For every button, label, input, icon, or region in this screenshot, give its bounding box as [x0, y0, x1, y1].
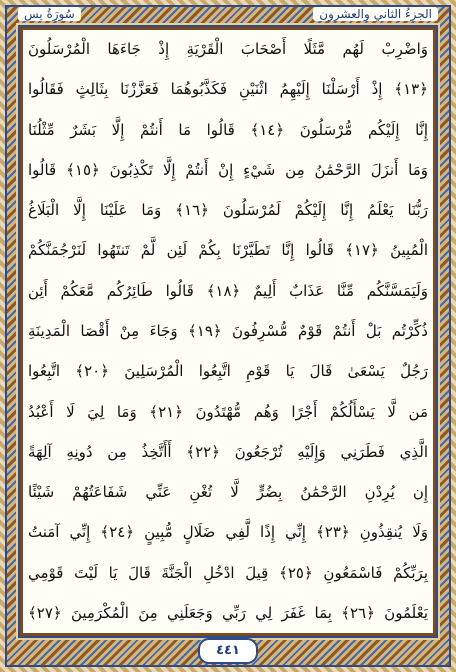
verse-line-12: إِن يُرِدْنِ الرَّحْمَٰنُ بِضُرٍّ لَّا تُغْنِ عَنِّي شَفَاعَتُهُمْ شَيْئًا [28, 483, 428, 502]
verse-line-14: بِرَبِّكُمْ فَاسْمَعُونِ ﴿٢٥﴾ قِيلَ ادْخُلِ الْجَنَّةَ قَالَ يَا لَيْتَ قَوْمِي [28, 563, 428, 582]
verse-line-10: مَن لَّا يَسْأَلُكُمْ أَجْرًا وَهُم مُّهْتَدُونَ ﴿٢١﴾ وَمَا لِيَ لَا أَعْبُدُ [28, 402, 428, 421]
verse-line-4: وَمَا أَنزَلَ الرَّحْمَٰنُ مِن شَيْءٍ إِنْ أَنتُمْ إِلَّا تَكْذِبُونَ ﴿١٥﴾ قَالُوا [28, 160, 428, 179]
verse-lines [28, 34, 428, 628]
page-number: ٤٤١ [198, 638, 258, 664]
verse-line-9: رَجُلٌ يَسْعَىٰ قَالَ يَا قَوْمِ اتَّبِعُوا الْمُرْسَلِينَ ﴿٢٠﴾ اتَّبِعُوا [28, 362, 428, 381]
verse-line-13: وَلَا يُنقِذُونِ ﴿٢٣﴾ إِنِّي إِذًا لَّفِي ضَلَالٍ مُّبِينٍ ﴿٢٤﴾ إِنِّي آمَنتُ [28, 523, 428, 542]
verse-line-8: ذُكِّرْتُم بَلْ أَنتُمْ قَوْمٌ مُّسْرِفُونَ ﴿١٩﴾ وَجَاءَ مِنْ أَقْصَا الْمَدِينَةِ [28, 321, 428, 340]
verse-line-5: رَبُّنَا يَعْلَمُ إِنَّا إِلَيْكُمْ لَمُرْسَلُونَ ﴿١٦﴾ وَمَا عَلَيْنَا إِلَّا الْبَلَاغُ [28, 201, 428, 220]
verse-line-11: الَّذِي فَطَرَنِي وَإِلَيْهِ تُرْجَعُونَ ﴿٢٢﴾ أَأَتَّخِذُ مِن دُونِهِ آلِهَةً [28, 442, 428, 461]
verse-line-2: ﴿١٣﴾ إِذْ أَرْسَلْنَا إِلَيْهِمُ اثْنَيْنِ فَكَذَّبُوهُمَا فَعَزَّزْنَا بِثَالِثٍ فَقَالُوا [28, 80, 428, 99]
juz-label: الجزءُ الثاني والعشرون [313, 7, 438, 21]
verse-line-6: الْمُبِينُ ﴿١٧﴾ قَالُوا إِنَّا تَطَيَّرْنَا بِكُمْ لَئِن لَّمْ تَنتَهُوا لَنَرْجُمَنَّكُمْ [28, 241, 428, 260]
surah-label: سُورَةُ يس [18, 7, 81, 21]
page-header [18, 4, 438, 24]
verse-line-1: وَاضْرِبْ لَهُم مَّثَلًا أَصْحَابَ الْقَرْيَةِ إِذْ جَاءَهَا الْمُرْسَلُونَ [28, 40, 428, 58]
verse-line-15: يَعْلَمُونَ ﴿٢٦﴾ بِمَا غَفَرَ لِي رَبِّي وَجَعَلَنِي مِنَ الْمُكْرَمِينَ ﴿٢٧﴾ [28, 603, 428, 622]
verse-line-3: إِنَّا إِلَيْكُم مُّرْسَلُونَ ﴿١٤﴾ قَالُوا مَا أَنتُمْ إِلَّا بَشَرٌ مِّثْلُنَا [28, 120, 428, 139]
verse-line-7: وَلَيَمَسَّنَّكُم مِّنَّا عَذَابٌ أَلِيمٌ ﴿١٨﴾ قَالُوا طَائِرُكُم مَّعَكُمْ أَئِن [28, 281, 428, 300]
